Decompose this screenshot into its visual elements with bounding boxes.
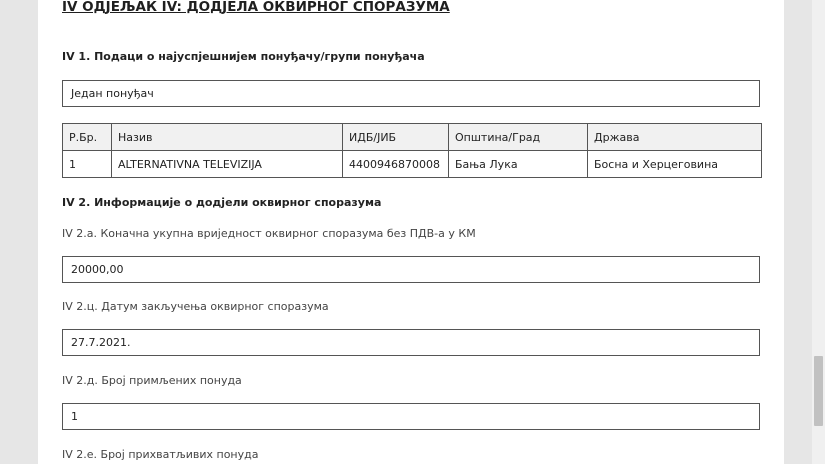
contract-value-label: IV 2.а. Коначна укупна вриједност оквирног споразума без ПДВ-а у КМ (62, 227, 476, 240)
col-header-country: Држава (588, 124, 762, 151)
cell-country: Босна и Херцеговина (588, 151, 762, 178)
iv1-heading: IV 1. Подаци о најуспјешнијем понуђачу/групи понуђача (62, 50, 425, 63)
cell-name: ALTERNATIVNA TELEVIZIJA (112, 151, 343, 178)
cell-municipality: Бања Лука (449, 151, 588, 178)
received-bids-field: 1 (62, 403, 760, 430)
contract-date-label: IV 2.ц. Датум закључења оквирног споразума (62, 300, 329, 313)
table-row (63, 151, 762, 178)
contract-date-field: 27.7.2021. (62, 329, 760, 356)
scrollbar-thumb[interactable] (814, 356, 823, 426)
received-bids-label: IV 2.д. Број примљених понуда (62, 374, 242, 387)
col-header-number: Р.Бр. (63, 124, 112, 151)
acceptable-bids-label: IV 2.е. Број прихватљивих понуда (62, 448, 259, 461)
col-header-name: Назив (112, 124, 343, 151)
contract-value-field: 20000,00 (62, 256, 760, 283)
vertical-scrollbar[interactable] (812, 0, 825, 464)
section-title: IV ОДЈЕЉАК IV: ДОДЈЕЛА ОКВИРНОГ СПОРАЗУМА (62, 0, 450, 15)
col-header-id: ИДБ/ЈИБ (343, 124, 449, 151)
bidders-table (62, 123, 762, 178)
bidder-type-field: Један понуђач (62, 80, 760, 107)
col-header-municipality: Општина/Град (449, 124, 588, 151)
table-header-row (63, 124, 762, 151)
iv2-heading: IV 2. Информације о додјели оквирног споразума (62, 196, 382, 209)
cell-number: 1 (63, 151, 112, 178)
document-page (38, 0, 784, 464)
cell-id: 4400946870008 (343, 151, 449, 178)
